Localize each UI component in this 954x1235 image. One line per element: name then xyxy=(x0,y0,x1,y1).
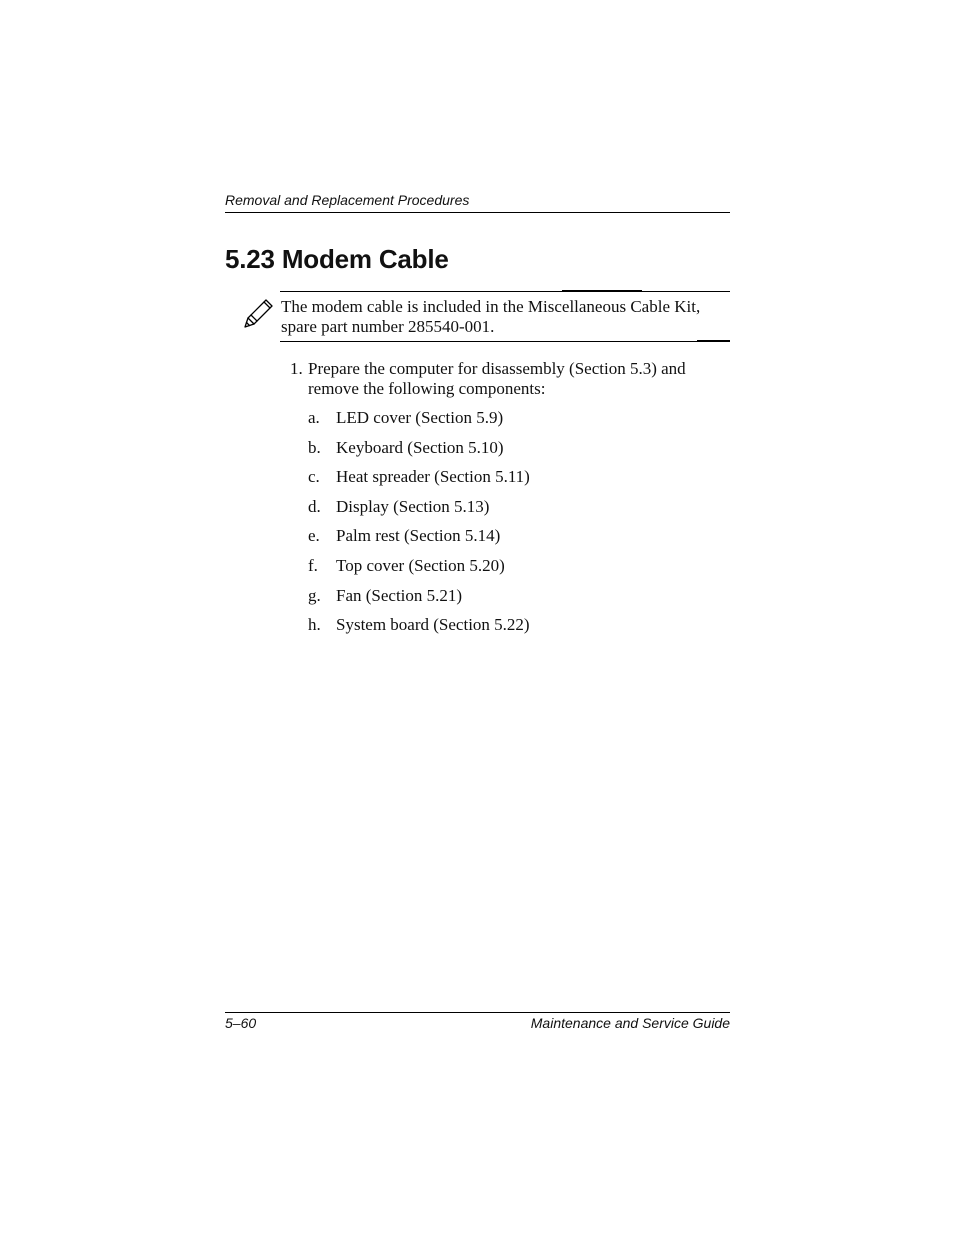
running-header: Removal and Replacement Procedures xyxy=(225,192,470,208)
substep-text: Palm rest (Section 5.14) xyxy=(336,526,501,546)
substep-text: System board (Section 5.22) xyxy=(336,615,530,635)
substep-letter: g. xyxy=(308,585,321,605)
note-text-line: The modem cable is included in the Miscellaneous Cable Kit, xyxy=(281,297,701,316)
note-bottom-divider xyxy=(280,341,730,342)
note-top-accent xyxy=(562,290,642,292)
note-text-line: spare part number 285540-001. xyxy=(281,317,495,336)
note-top-divider xyxy=(280,291,730,292)
pencil-note-icon xyxy=(242,296,276,330)
substep-letter: b. xyxy=(308,437,321,457)
note-bottom-accent xyxy=(697,340,730,342)
substep-letter: c. xyxy=(308,467,320,487)
substep-text: Display (Section 5.13) xyxy=(336,496,490,516)
page-number: 5–60 xyxy=(225,1015,257,1031)
substep-text: Keyboard (Section 5.10) xyxy=(336,437,504,457)
substep-text: Fan (Section 5.21) xyxy=(336,585,463,605)
substep-text: LED cover (Section 5.9) xyxy=(336,408,504,427)
step-number: 1. xyxy=(290,359,303,378)
note-text xyxy=(281,297,721,337)
substep-text: Top cover (Section 5.20) xyxy=(336,555,505,575)
step-text-line: Prepare the computer for disassembly (Section 5.3) and xyxy=(308,359,686,378)
footer-divider xyxy=(225,1012,730,1013)
header-divider xyxy=(225,212,730,213)
substep-letter: h. xyxy=(308,615,321,635)
substep-letter: d. xyxy=(308,496,321,516)
substep-letter: a. xyxy=(308,408,320,427)
guide-title: Maintenance and Service Guide xyxy=(530,1015,730,1031)
substep-letter: e. xyxy=(308,526,320,546)
step-text-line: remove the following components: xyxy=(308,379,546,398)
substep-text: Heat spreader (Section 5.11) xyxy=(336,467,530,487)
page-title: 5.23 Modem Cable xyxy=(225,244,449,274)
substep-letter: f. xyxy=(308,555,318,575)
